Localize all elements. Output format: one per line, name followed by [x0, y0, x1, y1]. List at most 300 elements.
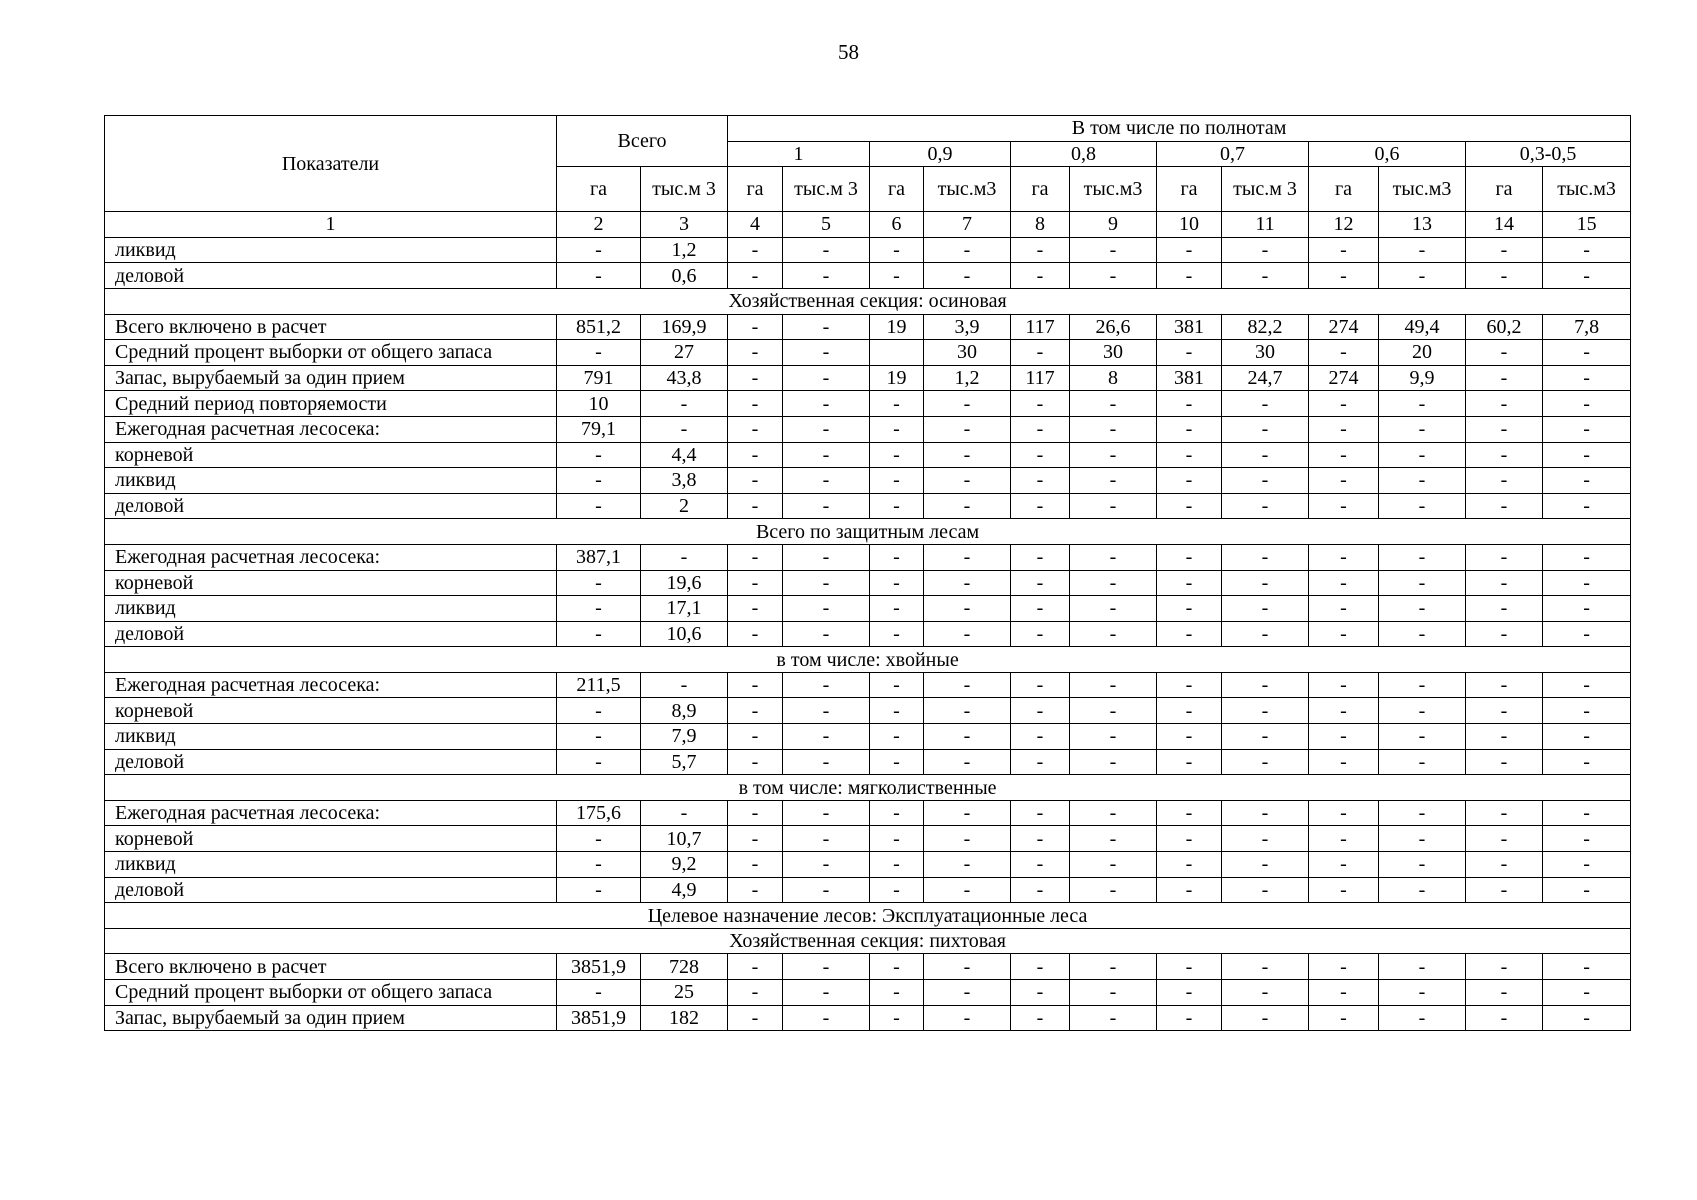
- data-cell: -: [924, 570, 1011, 596]
- data-cell: -: [728, 621, 783, 647]
- data-cell: 30: [1222, 340, 1309, 366]
- row-label: Средний процент выборки от общего запаса: [105, 340, 557, 366]
- data-cell: -: [557, 237, 641, 263]
- data-cell: -: [641, 416, 728, 442]
- data-cell: -: [1222, 800, 1309, 826]
- data-cell: -: [783, 468, 870, 494]
- data-cell: -: [924, 416, 1011, 442]
- data-cell: -: [1543, 237, 1631, 263]
- data-cell: -: [783, 391, 870, 417]
- data-cell: -: [1466, 340, 1543, 366]
- data-cell: -: [1222, 596, 1309, 622]
- data-cell: -: [783, 877, 870, 903]
- data-cell: -: [1070, 544, 1157, 570]
- data-cell: -: [1379, 826, 1466, 852]
- data-cell: -: [1011, 877, 1070, 903]
- data-cell: -: [1543, 596, 1631, 622]
- data-cell: -: [870, 493, 924, 519]
- data-cell: 4,9: [641, 877, 728, 903]
- data-cell: -: [870, 621, 924, 647]
- data-cell: 3,8: [641, 468, 728, 494]
- data-cell: -: [924, 391, 1011, 417]
- table-row: [105, 749, 1631, 775]
- column-number: 10: [1157, 212, 1222, 238]
- column-number: 12: [1309, 212, 1379, 238]
- data-cell: -: [728, 980, 783, 1006]
- data-cell: -: [870, 1005, 924, 1031]
- unit-header: га: [1157, 167, 1222, 212]
- data-cell: -: [783, 749, 870, 775]
- data-cell: -: [557, 698, 641, 724]
- data-cell: -: [1379, 416, 1466, 442]
- data-cell: -: [783, 340, 870, 366]
- header-total: Всего: [557, 116, 728, 167]
- data-cell: -: [1011, 340, 1070, 366]
- data-cell: -: [1543, 340, 1631, 366]
- data-cell: -: [557, 493, 641, 519]
- data-cell: 19: [870, 365, 924, 391]
- data-cell: 10: [557, 391, 641, 417]
- data-cell: -: [1466, 365, 1543, 391]
- data-cell: -: [1222, 391, 1309, 417]
- data-cell: -: [1011, 698, 1070, 724]
- data-cell: -: [1466, 672, 1543, 698]
- data-cell: -: [1309, 468, 1379, 494]
- density-header: 0,6: [1309, 141, 1466, 167]
- data-cell: -: [1309, 442, 1379, 468]
- row-label: корневой: [105, 826, 557, 852]
- data-cell: 182: [641, 1005, 728, 1031]
- section-title: в том числе: мягколиственные: [105, 775, 1631, 801]
- data-cell: -: [1309, 340, 1379, 366]
- data-cell: -: [1157, 237, 1222, 263]
- data-cell: 20: [1379, 340, 1466, 366]
- data-cell: -: [1379, 570, 1466, 596]
- data-cell: 3851,9: [557, 954, 641, 980]
- data-cell: -: [1466, 468, 1543, 494]
- forest-cut-table: [104, 115, 1631, 1031]
- data-cell: -: [1379, 1005, 1466, 1031]
- data-cell: -: [1543, 442, 1631, 468]
- data-cell: -: [1157, 672, 1222, 698]
- data-cell: -: [783, 954, 870, 980]
- data-cell: -: [728, 800, 783, 826]
- data-cell: -: [1543, 570, 1631, 596]
- column-number: 9: [1070, 212, 1157, 238]
- data-cell: -: [1466, 570, 1543, 596]
- data-cell: -: [1466, 826, 1543, 852]
- data-cell: -: [1543, 365, 1631, 391]
- data-cell: -: [924, 442, 1011, 468]
- data-cell: 117: [1011, 365, 1070, 391]
- data-cell: -: [870, 826, 924, 852]
- data-cell: -: [1466, 800, 1543, 826]
- data-cell: 117: [1011, 314, 1070, 340]
- data-cell: -: [557, 749, 641, 775]
- row-label: деловой: [105, 877, 557, 903]
- data-cell: -: [1222, 749, 1309, 775]
- data-cell: -: [1466, 877, 1543, 903]
- data-cell: -: [924, 800, 1011, 826]
- table-row: [105, 724, 1631, 750]
- data-cell: -: [557, 340, 641, 366]
- data-cell: -: [1011, 621, 1070, 647]
- data-cell: -: [1309, 621, 1379, 647]
- column-number: 7: [924, 212, 1011, 238]
- data-cell: -: [1070, 493, 1157, 519]
- data-cell: -: [1466, 391, 1543, 417]
- data-cell: -: [1543, 980, 1631, 1006]
- data-cell: -: [1309, 724, 1379, 750]
- data-cell: -: [1309, 493, 1379, 519]
- data-cell: -: [1309, 852, 1379, 878]
- data-cell: -: [1466, 954, 1543, 980]
- data-cell: -: [1379, 698, 1466, 724]
- section-row: [105, 928, 1631, 954]
- column-number: 8: [1011, 212, 1070, 238]
- table-row: [105, 672, 1631, 698]
- section-row: [105, 647, 1631, 673]
- data-cell: -: [1070, 596, 1157, 622]
- data-cell: -: [1309, 570, 1379, 596]
- data-cell: -: [870, 749, 924, 775]
- header-by-density: В том числе по полнотам: [728, 116, 1631, 142]
- data-cell: -: [728, 493, 783, 519]
- section-title: Хозяйственная секция: осиновая: [105, 288, 1631, 314]
- column-number: 3: [641, 212, 728, 238]
- data-cell: -: [1309, 698, 1379, 724]
- table-row: [105, 391, 1631, 417]
- data-cell: 19,6: [641, 570, 728, 596]
- data-cell: -: [728, 570, 783, 596]
- unit-header: тыс.м3: [1070, 167, 1157, 212]
- row-label: деловой: [105, 749, 557, 775]
- density-header: 0,3-0,5: [1466, 141, 1631, 167]
- data-cell: -: [924, 877, 1011, 903]
- data-cell: -: [783, 442, 870, 468]
- data-cell: 1,2: [641, 237, 728, 263]
- data-cell: 9,9: [1379, 365, 1466, 391]
- data-cell: 10,6: [641, 621, 728, 647]
- data-cell: 26,6: [1070, 314, 1157, 340]
- data-cell: -: [728, 698, 783, 724]
- data-cell: -: [1157, 1005, 1222, 1031]
- data-cell: -: [728, 391, 783, 417]
- unit-header: га: [1466, 167, 1543, 212]
- data-cell: 17,1: [641, 596, 728, 622]
- data-cell: -: [1157, 596, 1222, 622]
- data-cell: -: [1070, 468, 1157, 494]
- data-cell: -: [1543, 724, 1631, 750]
- density-header: 0,9: [870, 141, 1011, 167]
- data-cell: -: [1011, 724, 1070, 750]
- data-cell: -: [783, 570, 870, 596]
- row-label: ликвид: [105, 852, 557, 878]
- data-cell: -: [1222, 877, 1309, 903]
- column-number: 6: [870, 212, 924, 238]
- data-cell: -: [1466, 237, 1543, 263]
- data-cell: -: [1466, 442, 1543, 468]
- data-cell: -: [783, 263, 870, 289]
- data-cell: -: [1379, 237, 1466, 263]
- table-row: [105, 596, 1631, 622]
- data-cell: -: [728, 1005, 783, 1031]
- data-cell: -: [1011, 416, 1070, 442]
- data-cell: -: [1309, 263, 1379, 289]
- row-label: корневой: [105, 698, 557, 724]
- data-cell: -: [870, 724, 924, 750]
- data-cell: -: [728, 672, 783, 698]
- data-cell: -: [728, 826, 783, 852]
- data-cell: -: [1379, 442, 1466, 468]
- data-cell: -: [783, 1005, 870, 1031]
- data-cell: -: [1011, 826, 1070, 852]
- data-cell: -: [1157, 468, 1222, 494]
- data-cell: -: [870, 468, 924, 494]
- data-cell: -: [728, 724, 783, 750]
- row-label: Ежегодная расчетная лесосека:: [105, 416, 557, 442]
- data-cell: 24,7: [1222, 365, 1309, 391]
- row-label: Запас, вырубаемый за один прием: [105, 365, 557, 391]
- column-number: 5: [783, 212, 870, 238]
- data-cell: -: [1222, 954, 1309, 980]
- data-cell: -: [1379, 672, 1466, 698]
- data-cell: -: [1309, 749, 1379, 775]
- table-row: [105, 314, 1631, 340]
- data-cell: -: [1379, 468, 1466, 494]
- data-cell: -: [1379, 724, 1466, 750]
- data-cell: -: [1070, 800, 1157, 826]
- data-cell: -: [1543, 672, 1631, 698]
- data-cell: -: [870, 263, 924, 289]
- data-cell: -: [1157, 621, 1222, 647]
- data-cell: -: [783, 544, 870, 570]
- data-cell: -: [1157, 340, 1222, 366]
- data-cell: -: [1222, 442, 1309, 468]
- data-cell: -: [1466, 596, 1543, 622]
- data-cell: -: [557, 877, 641, 903]
- row-label: ликвид: [105, 237, 557, 263]
- data-cell: -: [557, 468, 641, 494]
- data-cell: -: [1309, 800, 1379, 826]
- data-cell: -: [1222, 493, 1309, 519]
- table-row: [105, 442, 1631, 468]
- data-cell: -: [1379, 877, 1466, 903]
- column-number: 14: [1466, 212, 1543, 238]
- data-cell: -: [783, 416, 870, 442]
- density-header: 0,7: [1157, 141, 1309, 167]
- table-row: [105, 826, 1631, 852]
- data-cell: -: [783, 237, 870, 263]
- data-cell: -: [783, 493, 870, 519]
- data-cell: -: [728, 263, 783, 289]
- data-cell: -: [1543, 263, 1631, 289]
- row-label: ликвид: [105, 468, 557, 494]
- data-cell: -: [557, 826, 641, 852]
- data-cell: -: [1011, 263, 1070, 289]
- data-cell: -: [1379, 391, 1466, 417]
- row-label: ликвид: [105, 596, 557, 622]
- section-row: [105, 903, 1631, 929]
- data-cell: -: [1011, 852, 1070, 878]
- data-cell: -: [1543, 852, 1631, 878]
- data-cell: -: [870, 980, 924, 1006]
- data-cell: -: [783, 596, 870, 622]
- table-row: [105, 980, 1631, 1006]
- data-cell: 0,6: [641, 263, 728, 289]
- section-row: [105, 519, 1631, 545]
- data-cell: -: [1466, 980, 1543, 1006]
- data-cell: -: [728, 365, 783, 391]
- data-cell: -: [924, 596, 1011, 622]
- data-cell: -: [641, 800, 728, 826]
- unit-header: га: [1309, 167, 1379, 212]
- data-cell: -: [1379, 596, 1466, 622]
- data-cell: -: [1466, 724, 1543, 750]
- data-cell: -: [1011, 570, 1070, 596]
- data-cell: -: [870, 852, 924, 878]
- table-row: [105, 340, 1631, 366]
- data-cell: -: [1543, 391, 1631, 417]
- data-cell: 1,2: [924, 365, 1011, 391]
- data-cell: -: [1011, 493, 1070, 519]
- column-number: 4: [728, 212, 783, 238]
- data-cell: 728: [641, 954, 728, 980]
- data-cell: -: [1466, 749, 1543, 775]
- data-cell: -: [1543, 698, 1631, 724]
- data-cell: -: [924, 980, 1011, 1006]
- data-cell: -: [870, 391, 924, 417]
- data-cell: -: [1157, 954, 1222, 980]
- data-cell: -: [1222, 621, 1309, 647]
- data-cell: -: [924, 621, 1011, 647]
- row-label: Ежегодная расчетная лесосека:: [105, 544, 557, 570]
- data-cell: -: [1222, 416, 1309, 442]
- data-cell: -: [1070, 237, 1157, 263]
- data-cell: -: [1070, 1005, 1157, 1031]
- data-cell: -: [1011, 442, 1070, 468]
- data-cell: -: [1543, 416, 1631, 442]
- column-number: 15: [1543, 212, 1631, 238]
- data-cell: -: [728, 749, 783, 775]
- data-cell: -: [1309, 954, 1379, 980]
- data-cell: -: [1222, 698, 1309, 724]
- data-cell: -: [1157, 570, 1222, 596]
- section-row: [105, 775, 1631, 801]
- table-row: [105, 544, 1631, 570]
- data-cell: -: [557, 852, 641, 878]
- data-cell: 60,2: [1466, 314, 1543, 340]
- data-cell: -: [1309, 826, 1379, 852]
- data-cell: -: [1011, 544, 1070, 570]
- data-cell: 387,1: [557, 544, 641, 570]
- data-cell: -: [870, 800, 924, 826]
- data-cell: -: [1157, 826, 1222, 852]
- data-cell: -: [1466, 621, 1543, 647]
- data-cell: -: [1070, 416, 1157, 442]
- data-cell: 82,2: [1222, 314, 1309, 340]
- data-cell: -: [924, 493, 1011, 519]
- data-cell: -: [1157, 800, 1222, 826]
- data-cell: -: [1222, 1005, 1309, 1031]
- data-cell: -: [728, 544, 783, 570]
- data-cell: -: [1466, 698, 1543, 724]
- data-cell: -: [1379, 544, 1466, 570]
- data-cell: -: [1070, 570, 1157, 596]
- data-cell: 9,2: [641, 852, 728, 878]
- data-cell: -: [1543, 493, 1631, 519]
- data-cell: -: [924, 263, 1011, 289]
- section-title: Всего по защитным лесам: [105, 519, 1631, 545]
- data-cell: -: [924, 544, 1011, 570]
- data-cell: -: [783, 314, 870, 340]
- data-cell: -: [1466, 416, 1543, 442]
- data-cell: -: [1157, 749, 1222, 775]
- data-cell: -: [1011, 749, 1070, 775]
- table-row: [105, 237, 1631, 263]
- row-label: корневой: [105, 570, 557, 596]
- column-number: 2: [557, 212, 641, 238]
- data-cell: -: [924, 237, 1011, 263]
- unit-header: га: [557, 167, 641, 212]
- data-cell: -: [924, 698, 1011, 724]
- data-cell: -: [1543, 800, 1631, 826]
- data-cell: -: [1222, 852, 1309, 878]
- data-cell: -: [728, 237, 783, 263]
- table-header: [105, 116, 1631, 238]
- data-cell: -: [1157, 724, 1222, 750]
- table-row: [105, 1005, 1631, 1031]
- data-cell: -: [557, 621, 641, 647]
- table-row: [105, 698, 1631, 724]
- data-cell: -: [1222, 724, 1309, 750]
- row-label: Ежегодная расчетная лесосека:: [105, 800, 557, 826]
- data-cell: -: [557, 980, 641, 1006]
- data-cell: -: [1466, 493, 1543, 519]
- data-cell: -: [1222, 263, 1309, 289]
- data-cell: -: [1011, 1005, 1070, 1031]
- data-cell: -: [783, 800, 870, 826]
- data-cell: -: [557, 263, 641, 289]
- data-cell: -: [1543, 544, 1631, 570]
- data-cell: -: [1309, 1005, 1379, 1031]
- row-label: деловой: [105, 263, 557, 289]
- data-cell: -: [1222, 237, 1309, 263]
- section-title: в том числе: хвойные: [105, 647, 1631, 673]
- data-cell: -: [641, 391, 728, 417]
- data-cell: -: [1011, 468, 1070, 494]
- data-cell: 30: [1070, 340, 1157, 366]
- data-cell: -: [1157, 263, 1222, 289]
- data-cell: -: [557, 570, 641, 596]
- data-cell: -: [557, 724, 641, 750]
- data-cell: -: [924, 1005, 1011, 1031]
- data-cell: -: [870, 877, 924, 903]
- density-header: 0,8: [1011, 141, 1157, 167]
- data-cell: -: [1157, 698, 1222, 724]
- data-cell: 381: [1157, 365, 1222, 391]
- data-cell: 169,9: [641, 314, 728, 340]
- data-cell: -: [783, 980, 870, 1006]
- data-cell: -: [1070, 826, 1157, 852]
- unit-header: тыс.м3: [924, 167, 1011, 212]
- data-cell: -: [1157, 544, 1222, 570]
- data-cell: -: [870, 570, 924, 596]
- data-cell: -: [1379, 980, 1466, 1006]
- density-header: 1: [728, 141, 870, 167]
- data-cell: -: [1070, 852, 1157, 878]
- data-cell: -: [870, 416, 924, 442]
